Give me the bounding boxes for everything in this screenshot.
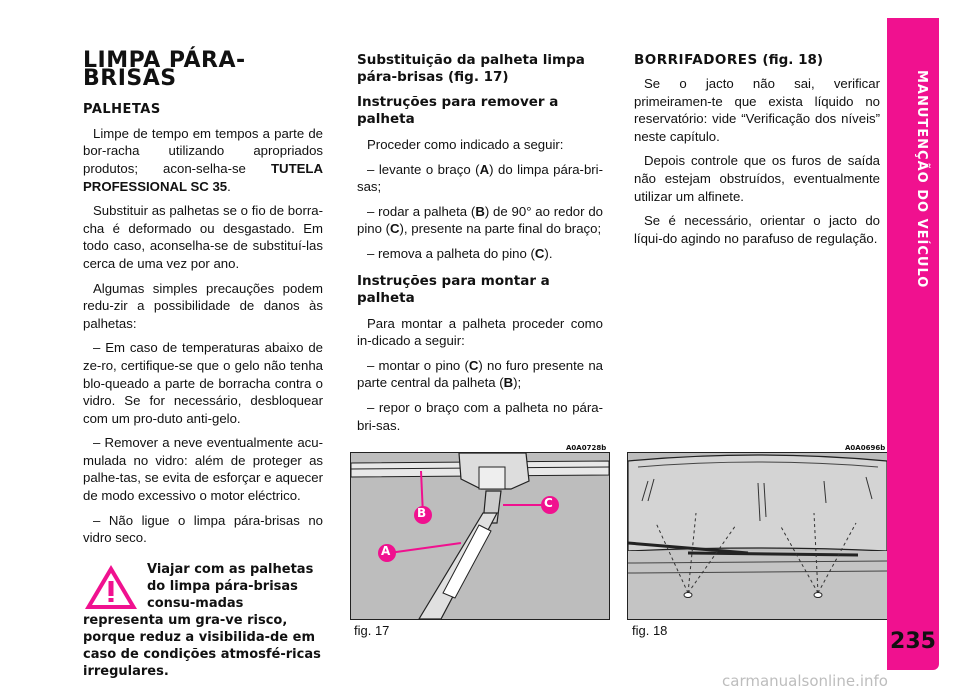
section-label-text: MANUTENÇÃO DO VEÍCULO [914,70,929,289]
paragraph-text: ). [544,245,553,261]
figure-code: A0A0696b [845,444,886,452]
paragraph-text: ) no furo presente na parte central da palheta ( [357,357,603,391]
section-heading-palhetas: PALHETAS [83,102,161,118]
paragraph [357,161,603,196]
warning-triangle-icon [83,563,139,611]
paragraph: Proceder como indicado a seguir: [367,137,564,152]
page-number: 235 [890,629,936,654]
page-title: LIMPA PÁRA-BRISAS [83,48,246,91]
callout-label-a: A [381,544,391,558]
paragraph-text: – rodar a palheta ( [367,203,476,219]
wiper-blade-illustration [351,453,609,619]
paragraph-text: – remova a palheta do pino ( [367,245,535,261]
figure-ref: (fig. 18) [757,52,824,68]
section-sidebar [887,18,939,670]
section-heading-substituicao: Substituição da palheta limpa pára-brisas (fig. 17) [357,52,585,85]
callout-label-b: B [417,506,427,520]
paragraph: Depois controle que os furos de saída não estejam obstruídos, eventualmente utilizar um alfinete. [634,153,880,204]
figure-code: A0A0728b [566,444,607,452]
paragraph-text: ) de 90° ao redor do pino ( [357,203,603,237]
ref-letter: A [479,161,490,177]
paragraph [357,203,603,238]
paragraph-text: ) do limpa pára-bri-sas; [357,161,603,195]
section-heading-montar: Instruções para montar a palheta [357,272,550,306]
paragraph [357,357,603,392]
paragraph: Se é necessário, orientar o jacto do líqui-do agindo no parafuso de regulação. [634,213,880,246]
paragraph-text: ); [513,375,522,391]
paragraph-text: Limpe de tempo em tempos a parte de bor-racha utilizando apropriados produtos; acon-selha-se [83,125,323,176]
paragraph-text: – levante o braço ( [367,161,480,177]
heading-text: BORRIFADORES [634,52,758,68]
watermark: carmanualsonline.info [722,672,888,690]
product-name: TUTELA PROFESSIONAL SC 35 [83,160,323,194]
warning-box [83,561,323,680]
paragraph: Para montar a palheta proceder como in-dicado a seguir: [357,315,603,349]
column-3 [634,52,880,254]
paragraph: Algumas simples precauções podem redu-zir a possibilidade de danos às palhetas: [83,280,323,331]
section-heading-remover: Instruções para remover a palheta [357,94,559,127]
paragraph: Se o jacto não sai, verificar primeiramen-te que exista líquido no reservatório: vide “Verificação dos níveis” neste capítulo. [634,76,880,144]
paragraph [357,245,603,263]
figure-caption: fig. 18 [632,623,668,638]
figure-caption: fig. 17 [354,623,390,638]
ref-letter: B [503,375,514,391]
figure-18 [627,452,888,620]
paragraph [83,125,323,195]
paragraph-text: – montar o pino ( [367,357,469,373]
ref-letter: C [468,357,479,373]
callout-label-c: C [544,496,553,510]
paragraph: – Remover a neve eventualmente acu-mulada no vidro: além de proteger as palhe-tas, se evita de esforçar e aquecer de modo excessivo o motor eléctrico. [83,435,323,504]
paragraph-end: . [227,178,231,194]
figure-17 [350,452,610,620]
ref-letter: C [534,245,545,261]
paragraph: – repor o braço com a palheta no pára-bri-sas. [357,399,603,433]
ref-letter: C [390,221,400,237]
paragraph: – Não ligue o limpa pára-brisas no vidro seco. [83,512,323,546]
paragraph: – Em caso de temperaturas abaixo de ze-ro, certifique-se que o gelo não tenha blo-queado a parte de borracha contra o vidro. Se for necessário, desbloquear com um pro-duto anti-gelo. [83,340,323,426]
warning-text: Viajar com as palhetas do limpa pára-brisas consu-madas representa um gra-ve risco, porque reduz a visibilida-de em caso de condições atmosfé-ricas irregulares. [83,561,321,679]
section-heading-borrifadores [634,52,880,69]
column-2 [357,52,603,441]
paragraph-text: ), presente na parte final do braço; [399,221,602,237]
column-1 [83,48,323,680]
ref-letter: B [475,203,485,219]
section-label [901,60,929,420]
windscreen-washer-illustration [628,453,887,619]
paragraph: Substituir as palhetas se o fio de borra-cha é deformado ou desgastado. Em todo caso, aconselha-se de substituí-las cerca de uma vez por ano. [83,203,323,271]
